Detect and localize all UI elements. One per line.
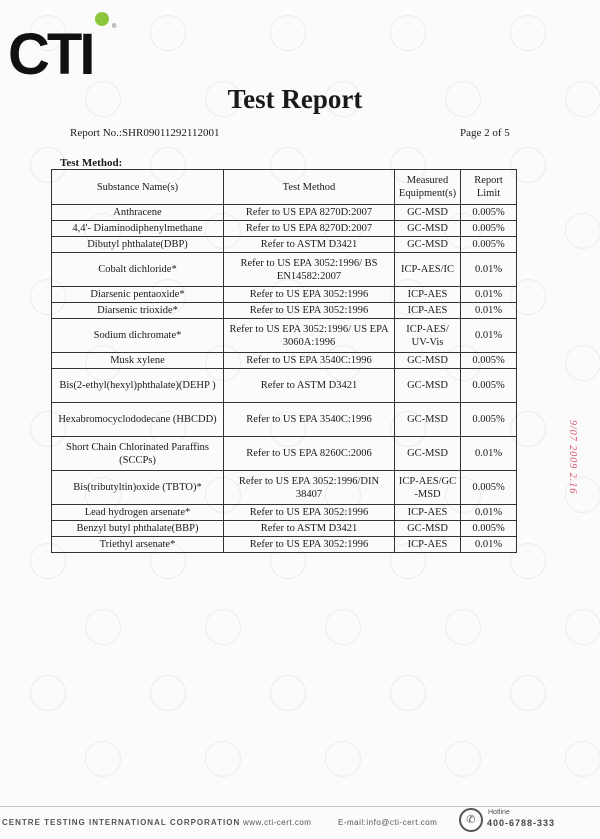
watermark-seal [85,609,121,645]
watermark-seal [565,345,600,381]
table-row [52,253,517,287]
test-method-cell: Refer to US EPA 3052:1996 [224,303,395,319]
column-header: Test Method [224,170,395,205]
test-method-table [51,169,517,553]
equipment-cell: ICP-AES/GC -MSD [395,471,461,505]
footer-email: E-mail:info@cti-cert.com [338,818,438,827]
watermark-seal [325,609,361,645]
watermark-seal [390,15,426,51]
table-row [52,237,517,253]
test-method-cell: Refer to US EPA 3052:1996/ US EPA 3060A:1996 [224,319,395,353]
logo-registered-mark: ® [112,24,117,30]
report-limit-cell: 0.01% [461,437,517,471]
test-method-cell: Refer to ASTM D3421 [224,237,395,253]
watermark-seal [445,609,481,645]
substance-name-cell: Diarsenic pentaoxide* [52,287,224,303]
table-header-row [52,170,517,205]
logo-text: CTI [8,22,93,87]
substance-name-cell: Short Chain Chlorinated Paraffins (SCCPs) [52,437,224,471]
footer-company: CENTRE TESTING INTERNATIONAL CORPORATION [2,818,241,827]
table-row [52,537,517,553]
table-body [52,205,517,553]
watermark-seal [325,741,361,777]
watermark-seal [150,15,186,51]
table-row [52,369,517,403]
table-row [52,471,517,505]
watermark-seal [205,609,241,645]
equipment-cell: ICP-AES [395,505,461,521]
equipment-cell: ICP-AES/IC [395,253,461,287]
page-number: Page 2 of 5 [460,127,510,139]
report-limit-cell: 0.005% [461,369,517,403]
substance-name-cell: Anthracene [52,205,224,221]
test-method-cell: Refer to US EPA 8270D:2007 [224,221,395,237]
watermark-seal [270,675,306,711]
test-method-cell: Refer to US EPA 8260C:2006 [224,437,395,471]
watermark-seal [510,675,546,711]
report-limit-cell: 0.005% [461,237,517,253]
column-header: Report Limit [461,170,517,205]
equipment-cell: GC-MSD [395,353,461,369]
watermark-seal [150,675,186,711]
test-method-cell: Refer to US EPA 3052:1996 [224,505,395,521]
watermark-seal [565,213,600,249]
report-limit-cell: 0.01% [461,303,517,319]
table-row [52,505,517,521]
test-method-cell: Refer to US EPA 8270D:2007 [224,205,395,221]
watermark-seal [30,675,66,711]
substance-name-cell: Musk xylene [52,353,224,369]
substance-name-cell: Lead hydrogen arsenate* [52,505,224,521]
substance-name-cell: Bis(tributyltin)oxide (TBTO)* [52,471,224,505]
report-limit-cell: 0.005% [461,205,517,221]
equipment-cell: ICP-AES [395,287,461,303]
report-limit-cell: 0.005% [461,471,517,505]
equipment-cell: GC-MSD [395,237,461,253]
table-row [52,287,517,303]
table-row [52,205,517,221]
substance-name-cell: Bis(2-ethyl(hexyl)phthalate)(DEHP ) [52,369,224,403]
test-method-cell: Refer to US EPA 3540C:1996 [224,353,395,369]
footer-divider [0,806,600,807]
test-method-cell: Refer to US EPA 3052:1996 [224,287,395,303]
report-number: Report No.:SHR09011292112001 [70,127,220,139]
report-limit-cell: 0.01% [461,319,517,353]
handwritten-note: 9/07 2009 2.16 [567,420,578,495]
phone-icon: ✆ [459,808,483,832]
equipment-cell: ICP-AES [395,537,461,553]
test-method-cell: Refer to ASTM D3421 [224,369,395,403]
watermark-seal [565,741,600,777]
report-limit-cell: 0.005% [461,353,517,369]
watermark-seal [390,675,426,711]
substance-name-cell: Dibutyl phthalate(DBP) [52,237,224,253]
page-footer [0,806,600,839]
table-row [52,521,517,537]
logo-dot-icon [95,12,109,26]
test-method-cell: Refer to US EPA 3052:1996/DIN 38407 [224,471,395,505]
equipment-cell: GC-MSD [395,369,461,403]
equipment-cell: ICP-AES/ UV-Vis [395,319,461,353]
report-limit-cell: 0.01% [461,287,517,303]
page-title: Test Report [227,84,363,114]
substance-name-cell: 4,4'- Diaminodiphenylmethane [52,221,224,237]
cti-logo [8,22,118,87]
substance-name-cell: Benzyl butyl phthalate(BBP) [52,521,224,537]
table-row [52,437,517,471]
substance-name-cell: Sodium dichromate* [52,319,224,353]
column-header: Measured Equipment(s) [395,170,461,205]
column-header: Substance Name(s) [52,170,224,205]
report-limit-cell: 0.005% [461,521,517,537]
report-limit-cell: 0.005% [461,221,517,237]
watermark-seal [85,741,121,777]
watermark-seal [445,741,481,777]
substance-name-cell: Cobalt dichloride* [52,253,224,287]
equipment-cell: GC-MSD [395,205,461,221]
test-method-cell: Refer to US EPA 3052:1996/ BS EN14582:2007 [224,253,395,287]
test-method-cell: Refer to US EPA 3052:1996 [224,537,395,553]
equipment-cell: GC-MSD [395,221,461,237]
footer-website: www.cti-cert.com [243,818,312,827]
watermark-seal [205,741,241,777]
equipment-cell: GC-MSD [395,403,461,437]
table-row [52,221,517,237]
substance-name-cell: Hexabromocyclododecane (HBCDD) [52,403,224,437]
table-row [52,303,517,319]
section-title: Test Method: [60,157,123,169]
watermark-seal [510,15,546,51]
table-row [52,403,517,437]
report-limit-cell: 0.01% [461,505,517,521]
table-row [52,319,517,353]
substance-name-cell: Diarsenic trioxide* [52,303,224,319]
watermark-seal [565,609,600,645]
equipment-cell: ICP-AES [395,303,461,319]
substance-name-cell: Triethyl arsenate* [52,537,224,553]
equipment-cell: GC-MSD [395,437,461,471]
test-method-cell: Refer to ASTM D3421 [224,521,395,537]
hotline-number: 400-6788-333 [487,818,556,828]
equipment-cell: GC-MSD [395,521,461,537]
test-method-cell: Refer to US EPA 3540C:1996 [224,403,395,437]
table-row [52,353,517,369]
hotline-label: Hotline [488,809,510,816]
watermark-seal [270,15,306,51]
report-limit-cell: 0.01% [461,537,517,553]
report-limit-cell: 0.005% [461,403,517,437]
report-limit-cell: 0.01% [461,253,517,287]
